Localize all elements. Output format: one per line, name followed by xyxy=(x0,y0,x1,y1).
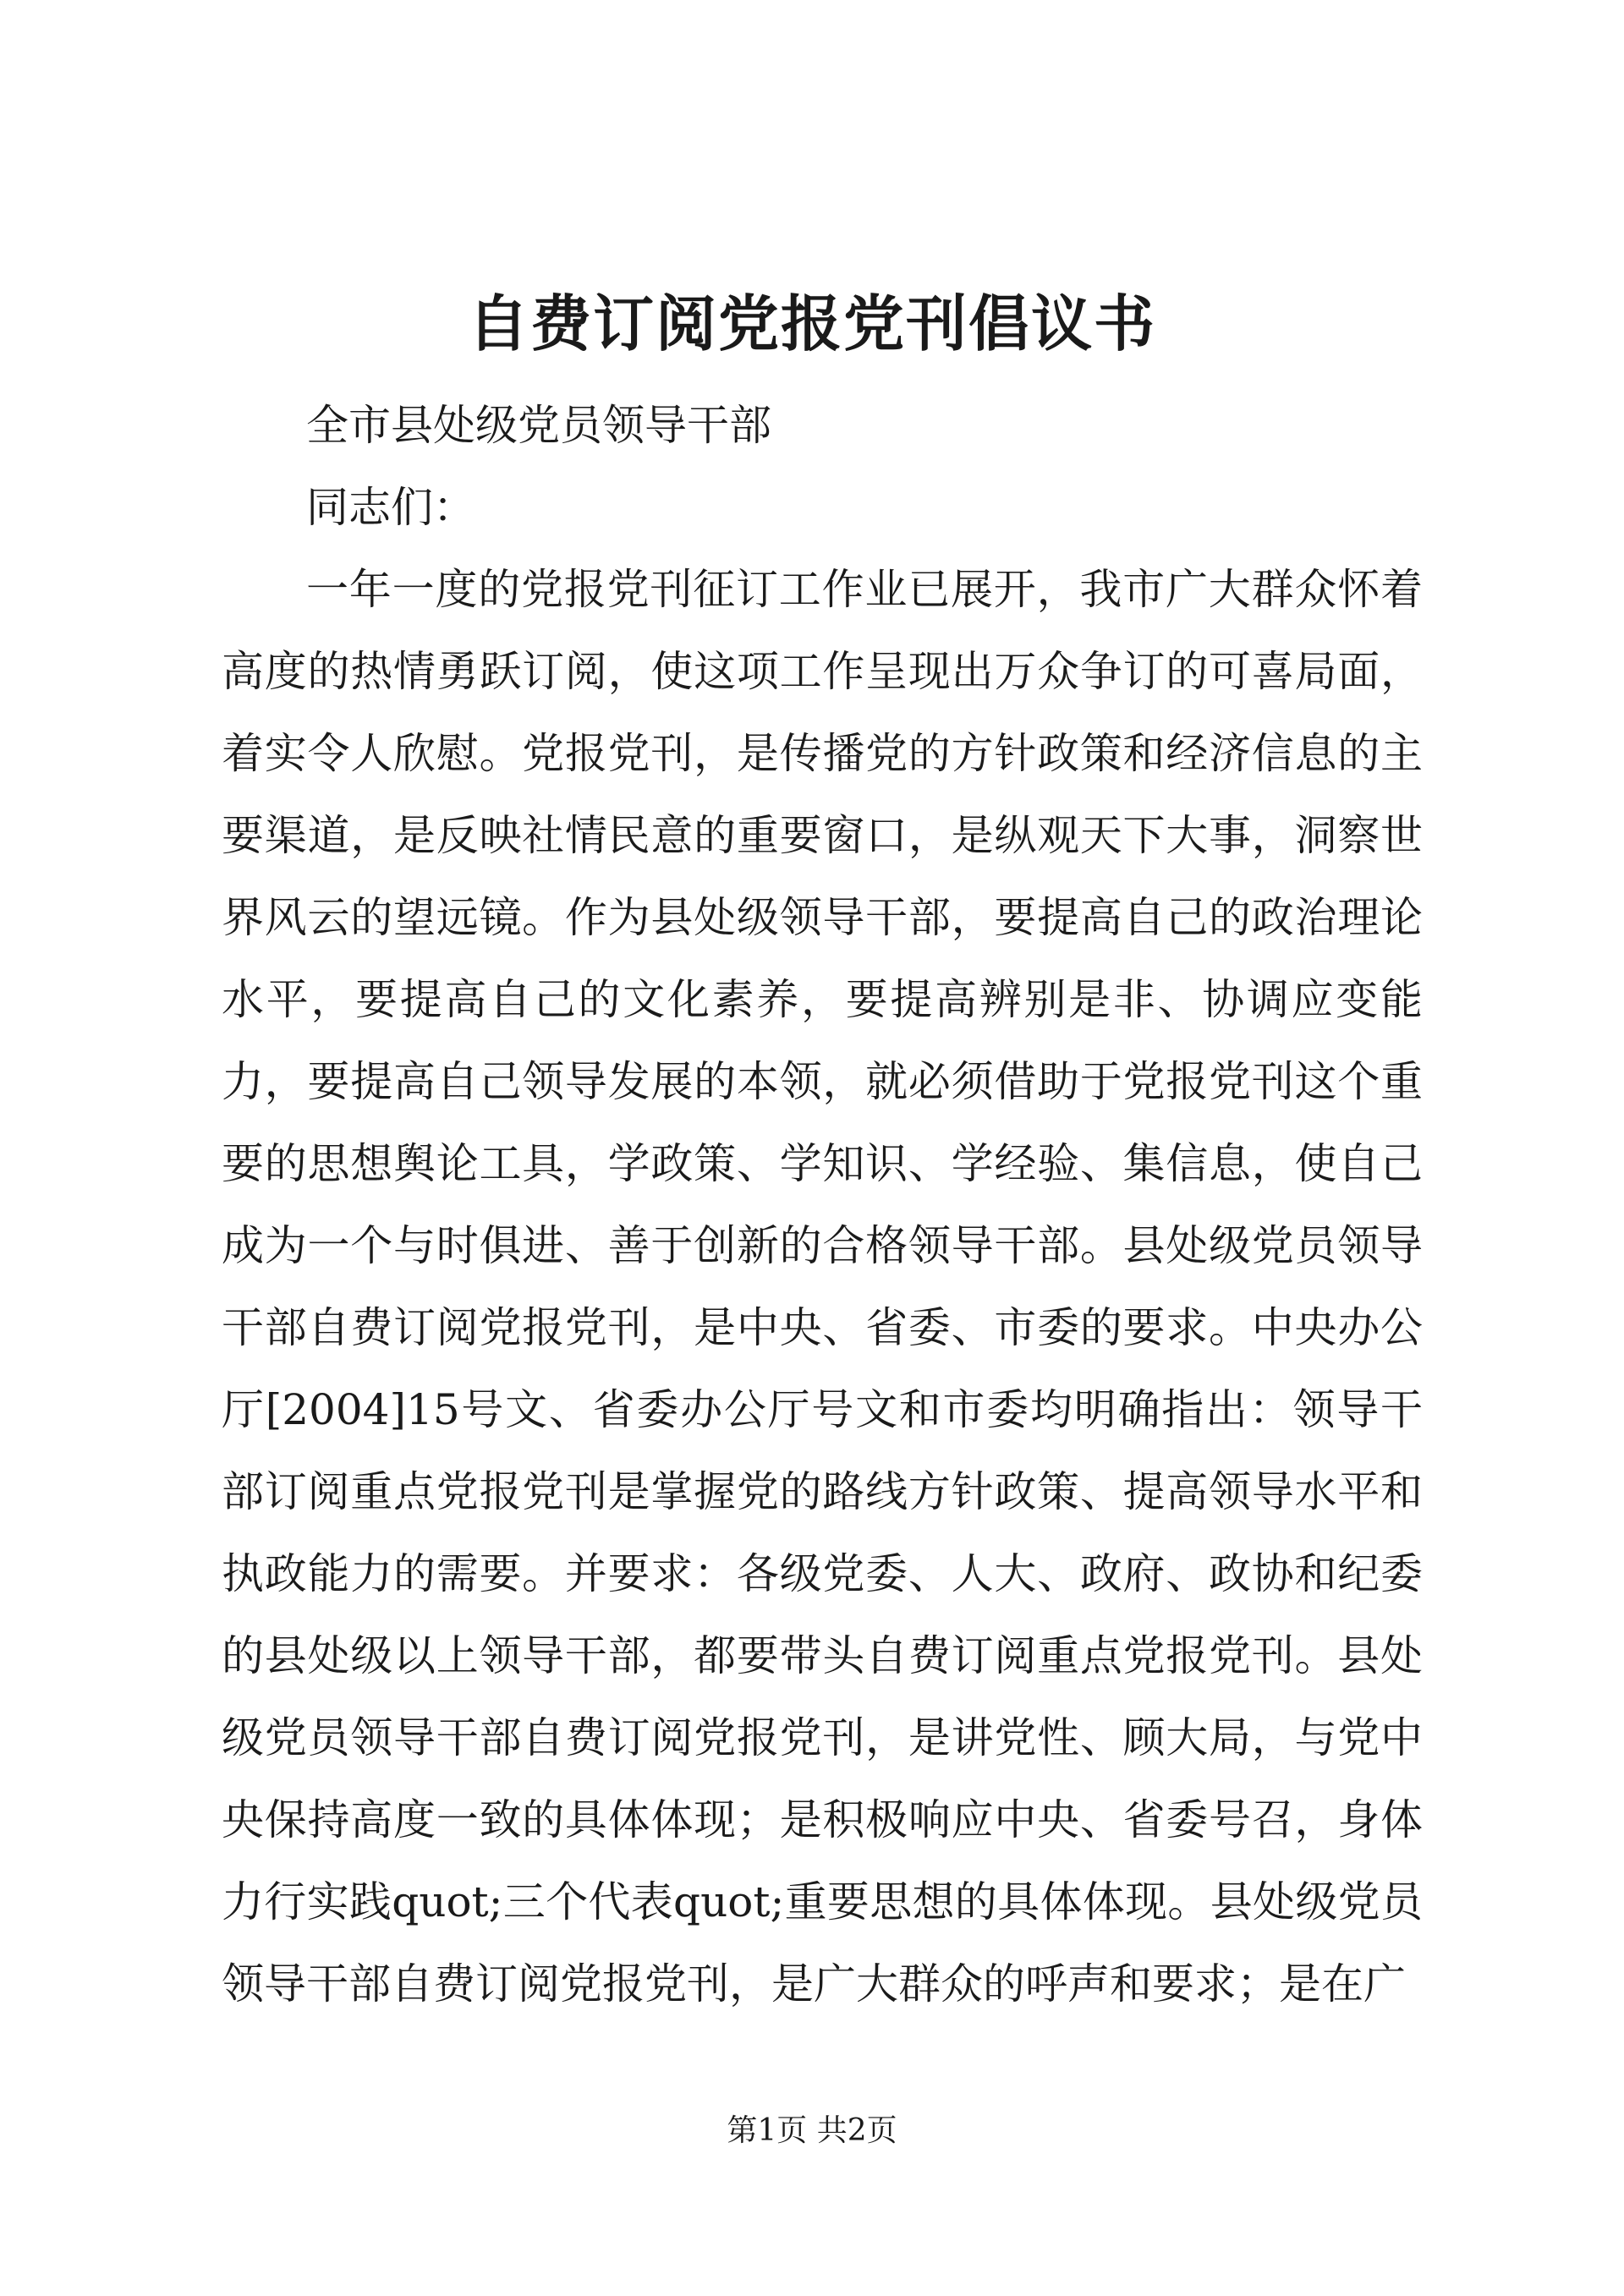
document-title: 自费订阅党报党刊倡议书 xyxy=(467,288,1156,359)
body-paragraph: 一年一度的党报党刊征订工作业已展开，我市广大群众怀着高度的热情勇跃订阅，使这项工作呈现出万众争订的可喜局面，着实令人欣慰。党报党刊，是传播党的方针政策和经济信息的主要渠道，是反映社情民意的重要窗口，是纵观天下大事，洞察世界风云的望远镜。作为县处级领导干部，要提高自己的政治理论水平，要提高自己的文化素养，要提高辨别是非、协调应变能力，要提高自己领导发展的本领，就必须借助于党报党刊这个重要的思想舆论工具，学政策、学知识、学经验、集信息，使自己成为一个与时俱进、善于创新的合格领导干部。县处级党员领导干部自费订阅党报党刊，是中央、省委、市委的要求。中央办公厅[2004]15号文、省委办公厅号文和市委均明确指出：领导干部订阅重点党报党刊是掌握党的路线方针政策、提高领导水平和执政能力的需要。并要求：各级党委、人大、政府、政协和纪委的县处级以上领导干部，都要带头自费订阅重点党报党刊。县处级党员领导干部自费订阅党报党刊，是讲党性、顾大局，与党中央保持高度一致的具体体现；是积极响应中央、省委号召，身体力行实践quot;三个代表quot;重要思想的具体体现。县处级党员领导干部自费订阅党报党刊，是广大群众的呼声和要求；是在广 xyxy=(222,565,1423,2008)
page-number-label: 第1页 共2页 xyxy=(727,2113,897,2148)
salutation-line: 同志们： xyxy=(306,483,475,532)
addressee-line: 全市县处级党员领导干部 xyxy=(306,401,771,450)
page-footer xyxy=(0,2110,1624,2152)
document-body xyxy=(222,385,1423,2025)
